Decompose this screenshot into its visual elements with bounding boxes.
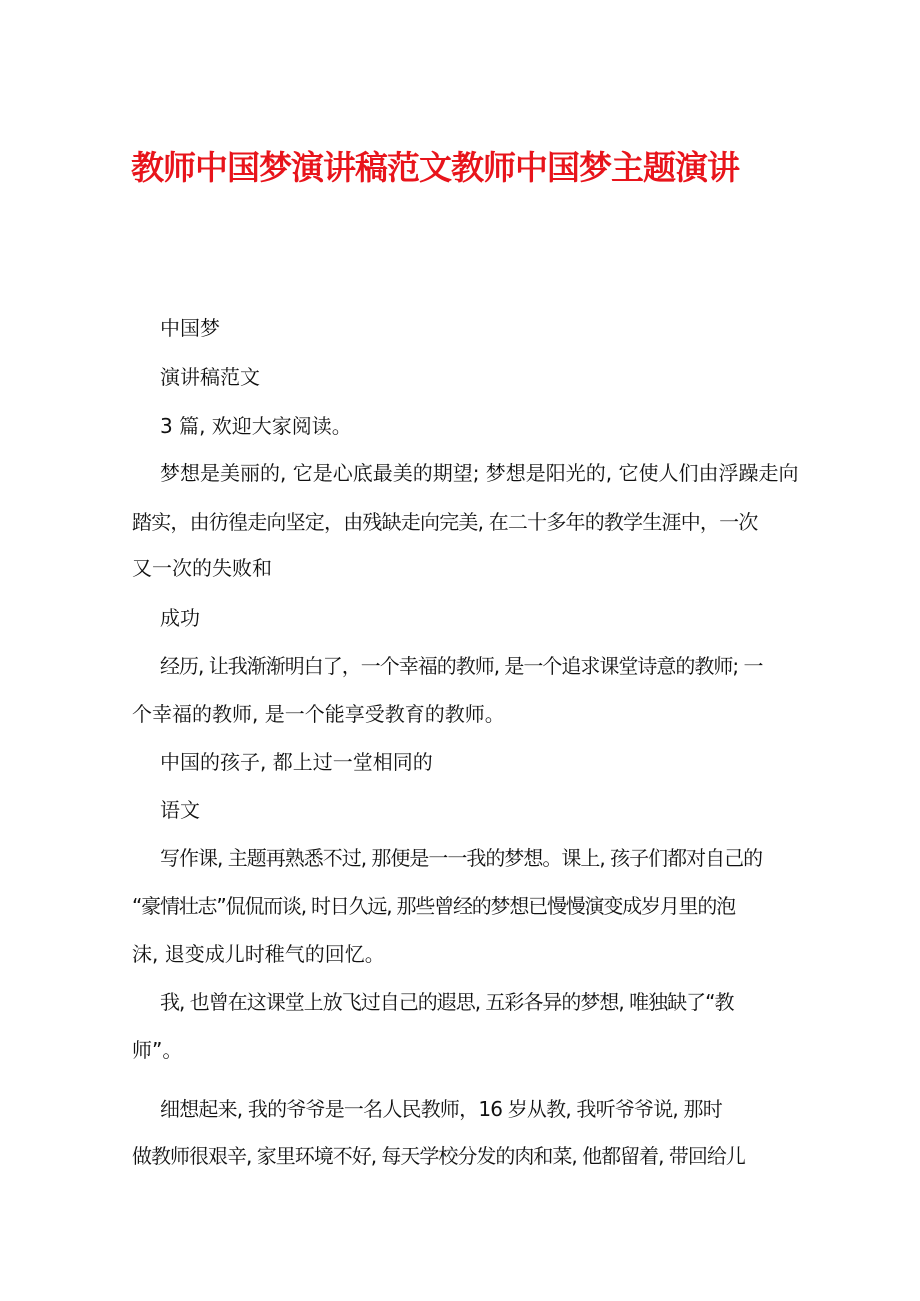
line-17: 细想起来, 我的爷爷是一名人民教师，16 岁从教, 我听爷爷说, 那时	[160, 1097, 722, 1121]
line-7: 成功	[160, 606, 200, 630]
line-14: 沫, 退变成儿时稚气的回忆。	[132, 942, 385, 966]
line-10: 中国的孩子, 都上过一堂相同的	[160, 750, 433, 774]
line-2: 演讲稿范文	[160, 365, 260, 389]
document-title: 教师中国梦演讲稿范文教师中国梦主题演讲	[131, 148, 739, 187]
line-3: 3 篇, 欢迎大家阅读。	[160, 414, 352, 438]
line-4: 梦想是美丽的, 它是心底最美的期望; 梦想是阳光的, 它使人们由浮躁走向	[160, 461, 799, 485]
line-1: 中国梦	[160, 316, 220, 340]
line-13: “豪情壮志”侃侃而谈, 时日久远, 那些曾经的梦想已慢慢演变成岁月里的泡	[132, 894, 735, 918]
line-12: 写作课, 主题再熟悉不过, 那便是一一我的梦想。课上, 孩子们都对自己的	[160, 846, 763, 870]
line-5: 踏实，由彷徨走向坚定，由残缺走向完美, 在二十多年的教学生涯中，一次	[132, 510, 758, 534]
line-9: 个幸福的教师, 是一个能享受教育的教师。	[132, 702, 505, 726]
line-11: 语文	[160, 798, 200, 822]
line-8: 经历, 让我渐渐明白了，一个幸福的教师, 是一个追求课堂诗意的教师; 一	[160, 654, 763, 678]
line-16: 师”。	[132, 1038, 183, 1062]
line-15: 我, 也曾在这课堂上放飞过自己的遐思, 五彩各异的梦想, 唯独缺了“教	[160, 990, 734, 1014]
line-18: 做教师很艰辛, 家里环境不好, 每天学校分发的肉和菜, 他都留着, 带回给儿	[132, 1144, 745, 1168]
line-6: 又一次的失败和	[132, 556, 272, 580]
